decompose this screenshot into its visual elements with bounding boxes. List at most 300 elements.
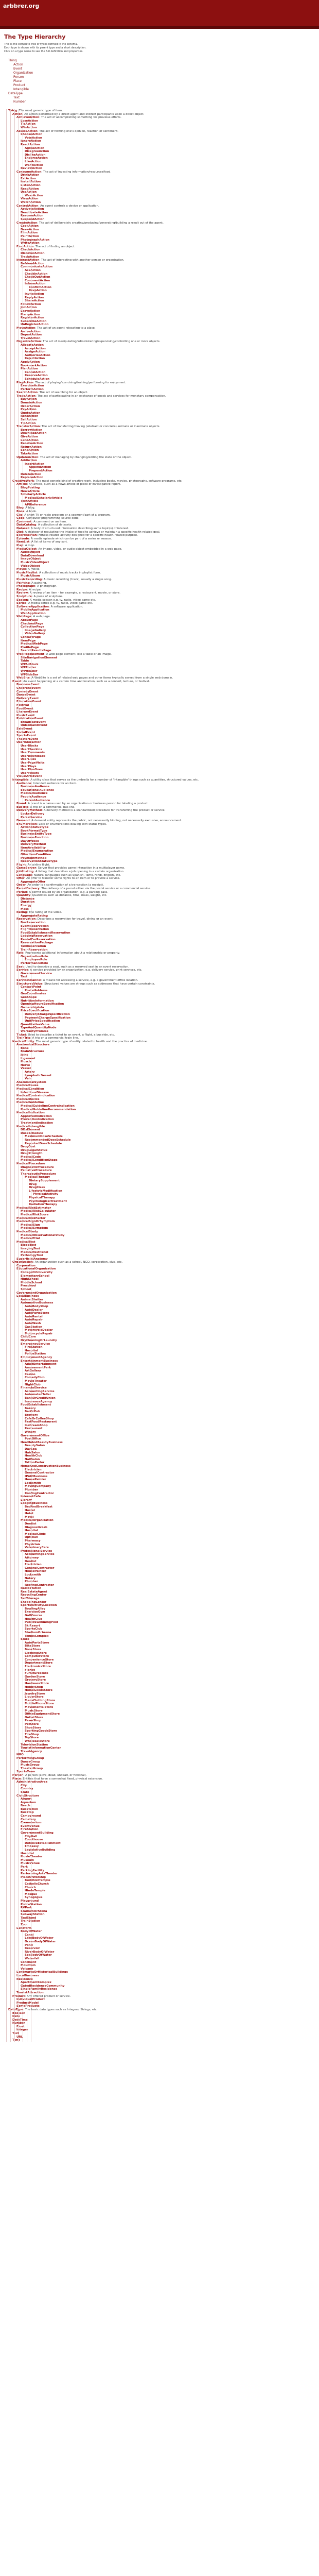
- type-link[interactable]: PhysicalActivity: [33, 1193, 59, 1196]
- type-link[interactable]: Intangible: [12, 778, 29, 782]
- type-link[interactable]: Photograph: [16, 585, 36, 588]
- type-link[interactable]: PoliceStation: [21, 1903, 42, 1906]
- type-link[interactable]: PrependAction: [29, 469, 52, 472]
- type-link[interactable]: AggregateOffer: [21, 880, 46, 884]
- type-link[interactable]: Quantity: [16, 894, 30, 897]
- type-link[interactable]: UserPlays: [21, 765, 37, 768]
- type-link[interactable]: ImageGallery: [25, 629, 46, 632]
- toc-link[interactable]: Place: [13, 79, 22, 83]
- type-link[interactable]: Date: [12, 2015, 20, 2019]
- type-link[interactable]: Festival: [16, 703, 29, 707]
- type-link[interactable]: ExerciseGym: [25, 1611, 45, 1614]
- type-link[interactable]: DefenceEstablishment: [25, 1841, 61, 1845]
- type-link[interactable]: Courthouse: [25, 1838, 43, 1842]
- type-link[interactable]: Sculpture: [16, 595, 32, 598]
- type-link[interactable]: APIReference: [25, 503, 46, 506]
- type-link[interactable]: Duration: [21, 901, 35, 904]
- type-link[interactable]: PriceSpecification: [21, 1009, 49, 1013]
- type-link[interactable]: HousePainter: [25, 1570, 46, 1573]
- type-link[interactable]: BeautySalon: [25, 1444, 45, 1448]
- type-link[interactable]: Joint: [21, 1054, 28, 1057]
- type-link[interactable]: MusicVideoObject: [21, 561, 49, 564]
- type-link[interactable]: ElementarySchool: [21, 1274, 49, 1278]
- type-link[interactable]: TaxiStand: [21, 1916, 37, 1920]
- type-link[interactable]: SportsActivityLocation: [21, 1604, 57, 1607]
- type-link[interactable]: SportingGoodsStore: [25, 1730, 57, 1733]
- type-link[interactable]: ImagingTest: [21, 1247, 40, 1250]
- type-link[interactable]: UserComments: [21, 751, 45, 755]
- type-link[interactable]: Episode: [16, 537, 29, 540]
- type-link[interactable]: Integer: [16, 2028, 28, 2032]
- type-link[interactable]: SellAction: [21, 418, 37, 422]
- type-link[interactable]: CatholicChurch: [25, 1882, 49, 1886]
- type-link[interactable]: ReactAction: [21, 143, 40, 146]
- type-link[interactable]: AssignAction: [25, 350, 46, 354]
- type-link[interactable]: ReservationPackage: [21, 941, 54, 945]
- type-link[interactable]: SearchAction: [16, 391, 38, 395]
- type-link[interactable]: GovernmentOrganization: [16, 1291, 57, 1295]
- type-link[interactable]: FlightReservation: [21, 928, 49, 931]
- type-link[interactable]: WantAction: [25, 163, 43, 167]
- type-link[interactable]: ArtGallery: [25, 1369, 41, 1373]
- type-link[interactable]: ActivateAction: [21, 208, 44, 211]
- type-link[interactable]: DiscoverAction: [21, 251, 45, 255]
- type-link[interactable]: School: [21, 1288, 31, 1292]
- type-link[interactable]: PlaceOfWorship: [21, 1875, 46, 1879]
- type-link[interactable]: LodgingBusiness: [21, 1502, 48, 1505]
- type-link[interactable]: IgnoreAction: [21, 140, 41, 143]
- type-link[interactable]: WatchAction: [21, 201, 41, 205]
- type-link[interactable]: SocialEvent: [16, 731, 36, 734]
- type-link[interactable]: EmploymentAgency: [21, 1355, 52, 1359]
- type-link[interactable]: SubscribeAction: [21, 319, 47, 323]
- type-link[interactable]: TennisComplex: [25, 1634, 49, 1638]
- type-link[interactable]: Offer: [16, 877, 25, 880]
- type-link[interactable]: SportsTeam: [16, 1770, 36, 1774]
- type-link[interactable]: InstallAction: [21, 180, 41, 184]
- type-link[interactable]: DiagnosticProcedure: [21, 1165, 54, 1169]
- type-link[interactable]: BlogPosting: [21, 486, 40, 489]
- type-link[interactable]: GeoCoordinates: [21, 992, 46, 996]
- type-link[interactable]: AllocateAction: [21, 343, 44, 347]
- type-link[interactable]: GovernmentOffice: [21, 1434, 50, 1437]
- toc-link[interactable]: Event: [13, 67, 23, 71]
- type-link[interactable]: DrugCost: [21, 1145, 36, 1149]
- type-link[interactable]: PerformAction: [21, 387, 44, 391]
- type-link[interactable]: GovernmentService: [21, 972, 52, 975]
- type-link[interactable]: Landform: [16, 1926, 32, 1930]
- type-link[interactable]: MedicalWebPage: [21, 642, 48, 646]
- type-link[interactable]: Dentist: [25, 1560, 37, 1563]
- type-link[interactable]: AutoWash: [25, 1321, 41, 1325]
- type-link[interactable]: ShareAction: [25, 299, 44, 303]
- type-link[interactable]: ShoppingCenter: [21, 1600, 47, 1604]
- type-link[interactable]: CafeOrCoffeeShop: [25, 1417, 54, 1420]
- type-link[interactable]: ProfessionalService: [21, 1549, 52, 1553]
- toc-link[interactable]: Thing: [8, 59, 17, 62]
- type-link[interactable]: SuperficialAnatomy: [16, 1257, 48, 1261]
- type-link[interactable]: Action: [12, 112, 23, 116]
- type-link[interactable]: Waterfall: [25, 1957, 40, 1960]
- type-link[interactable]: HomeGoodsStore: [25, 1689, 52, 1692]
- type-link[interactable]: BusinessFunction: [21, 836, 49, 840]
- type-link[interactable]: ItemList: [16, 540, 30, 544]
- type-link[interactable]: MusicVenue: [21, 1862, 40, 1866]
- type-link[interactable]: AccountingService: [25, 1389, 55, 1393]
- type-link[interactable]: RentalCarReservation: [21, 938, 56, 941]
- type-link[interactable]: HomeAndConstructionBusiness: [21, 1464, 71, 1468]
- type-link[interactable]: MedicalOrganization: [21, 1519, 54, 1522]
- type-link[interactable]: ReviewAction: [21, 167, 42, 171]
- type-link[interactable]: AppendAction: [29, 466, 51, 469]
- type-link[interactable]: Zoo: [21, 1923, 27, 1927]
- type-link[interactable]: MedicalIntangible: [16, 1125, 45, 1128]
- type-link[interactable]: UnRegisterAction: [21, 323, 49, 327]
- type-link[interactable]: GolfCourse: [25, 1614, 43, 1618]
- type-link[interactable]: PerformingGroup: [16, 1756, 44, 1760]
- type-link[interactable]: ChildCare: [21, 1335, 36, 1339]
- type-link[interactable]: TakeAction: [21, 452, 38, 455]
- type-link[interactable]: Continent: [21, 1960, 37, 1964]
- type-link[interactable]: Clip: [16, 513, 23, 517]
- type-link[interactable]: VisualArtsEvent: [16, 775, 42, 778]
- type-link[interactable]: Thing: [8, 109, 17, 112]
- type-link[interactable]: PerformanceRole: [21, 962, 48, 965]
- type-link[interactable]: Playground: [21, 1899, 39, 1903]
- toc-link[interactable]: Intangible: [13, 88, 29, 91]
- type-link[interactable]: LandmarksOrHistoricalBuildings: [16, 1971, 68, 1974]
- type-link[interactable]: WarrantyPromise: [21, 1029, 48, 1033]
- type-link[interactable]: Church: [25, 1886, 36, 1889]
- type-link[interactable]: Beach: [21, 1804, 30, 1808]
- type-link[interactable]: Nerve: [21, 1063, 30, 1067]
- type-link[interactable]: DrawAction: [21, 228, 39, 231]
- type-link[interactable]: Table: [21, 659, 29, 663]
- type-link[interactable]: PreventionIndication: [21, 1118, 54, 1122]
- type-link[interactable]: MarryAction: [21, 313, 40, 316]
- type-link[interactable]: PsychologicalTreatment: [29, 1199, 67, 1203]
- type-link[interactable]: ItemAvailability: [21, 846, 46, 850]
- type-link[interactable]: WebPageElement: [16, 653, 45, 656]
- type-link[interactable]: EventVenue: [21, 1824, 40, 1828]
- type-link[interactable]: ConfirmAction: [29, 285, 51, 289]
- type-link[interactable]: RsvpAction: [29, 289, 47, 293]
- type-link[interactable]: AutoDealer: [25, 1308, 43, 1312]
- type-link[interactable]: DayOfWeek: [21, 839, 39, 843]
- type-link[interactable]: Store: [21, 1638, 29, 1641]
- type-link[interactable]: RVPark: [21, 1906, 32, 1910]
- type-link[interactable]: AutoRepair: [25, 1318, 43, 1322]
- type-link[interactable]: TransferAction: [16, 425, 40, 429]
- type-link[interactable]: JobPosting: [16, 870, 34, 873]
- type-link[interactable]: Mass: [21, 907, 29, 911]
- type-link[interactable]: ComedyEvent: [16, 690, 39, 693]
- type-link[interactable]: Product: [12, 1994, 25, 1998]
- type-link[interactable]: SeaBodyOfWater: [25, 1954, 52, 1957]
- type-link[interactable]: EndorseAction: [25, 157, 48, 160]
- type-link[interactable]: AuthorizeAction: [25, 353, 50, 357]
- type-link[interactable]: CommentAction: [25, 279, 50, 282]
- type-link[interactable]: Text: [12, 2032, 19, 2036]
- type-link[interactable]: InsertAction: [25, 462, 45, 466]
- type-link[interactable]: Synagogue: [25, 1896, 43, 1900]
- toc-link[interactable]: Action: [13, 63, 23, 66]
- type-link[interactable]: Role: [16, 952, 24, 955]
- type-link[interactable]: Brand: [16, 802, 26, 806]
- type-link[interactable]: CivicStructure: [16, 1794, 40, 1798]
- type-link[interactable]: Painting: [16, 581, 30, 585]
- type-link[interactable]: AutoPartsStore: [25, 1641, 49, 1645]
- type-link[interactable]: Bone: [21, 1046, 29, 1050]
- type-link[interactable]: BrainStructure: [21, 1050, 44, 1054]
- type-link[interactable]: TouristInformationCenter: [21, 1747, 61, 1750]
- type-link[interactable]: EducationalAudience: [21, 788, 55, 792]
- type-link[interactable]: StadiumOrArena: [21, 1909, 47, 1913]
- type-link[interactable]: WPHeader: [21, 669, 38, 673]
- type-link[interactable]: WearAction: [25, 194, 43, 197]
- type-link[interactable]: Notary: [25, 1577, 36, 1580]
- type-link[interactable]: PaintAction: [21, 234, 39, 238]
- type-link[interactable]: BuddhistTemple: [25, 1879, 50, 1883]
- type-link[interactable]: Organization: [12, 1261, 33, 1264]
- type-link[interactable]: LegislativeBuilding: [25, 1849, 56, 1852]
- type-link[interactable]: RecommendedDoseSchedule: [25, 1138, 71, 1142]
- type-link[interactable]: PeopleAudience: [21, 795, 46, 799]
- type-link[interactable]: BookFormatType: [21, 829, 47, 833]
- type-link[interactable]: State: [21, 1790, 29, 1794]
- type-link[interactable]: Artery: [25, 1071, 35, 1074]
- type-link[interactable]: BusinessEntityType: [21, 833, 52, 836]
- type-link[interactable]: PaymentMethod: [21, 856, 47, 860]
- toc-link[interactable]: Number: [13, 100, 26, 104]
- type-link[interactable]: BikeStore: [25, 1645, 41, 1648]
- type-link[interactable]: Plumber: [25, 1580, 38, 1584]
- type-link[interactable]: ItemPage: [21, 639, 36, 642]
- type-link[interactable]: Ligament: [21, 1057, 36, 1060]
- type-link[interactable]: Motel: [25, 1515, 34, 1519]
- type-link[interactable]: ComputerStore: [25, 1655, 49, 1658]
- type-link[interactable]: DownloadAction: [21, 432, 47, 435]
- type-link[interactable]: ScheduleAction: [25, 377, 50, 381]
- type-link[interactable]: MiddleSchool: [21, 1281, 42, 1284]
- type-link[interactable]: CheckAction: [21, 248, 41, 252]
- type-link[interactable]: Museum: [21, 1858, 34, 1862]
- type-link[interactable]: Hospital: [21, 1852, 34, 1855]
- type-link[interactable]: ServiceChannel: [16, 979, 41, 982]
- type-link[interactable]: BookStore: [25, 1648, 42, 1651]
- type-link[interactable]: PoliceStation: [25, 1352, 46, 1356]
- type-link[interactable]: Park: [21, 1865, 28, 1869]
- type-link[interactable]: TypeAndQuantityNode: [21, 1026, 57, 1030]
- type-link[interactable]: Comment: [16, 520, 32, 523]
- type-link[interactable]: MedicalSymptom: [21, 1227, 48, 1230]
- type-link[interactable]: AutomatedTeller: [25, 1393, 51, 1397]
- type-link[interactable]: ParkingFacility: [21, 1869, 44, 1872]
- type-link[interactable]: Series: [16, 602, 27, 605]
- type-link[interactable]: Seat: [16, 965, 24, 969]
- type-link[interactable]: LockerDelivery: [21, 812, 45, 816]
- type-link[interactable]: MedicalRiskScore: [21, 1213, 49, 1216]
- type-link[interactable]: WebPage: [16, 615, 31, 619]
- type-link[interactable]: FoodEstablishment: [21, 1403, 51, 1407]
- type-link[interactable]: DaySpa: [25, 1447, 37, 1451]
- type-link[interactable]: RoofingContractor: [25, 1492, 54, 1495]
- type-link[interactable]: Order: [16, 884, 26, 887]
- type-link[interactable]: MoveAction: [16, 327, 36, 330]
- type-link[interactable]: BorrowAction: [21, 428, 42, 432]
- type-link[interactable]: Permit: [16, 890, 27, 894]
- type-link[interactable]: PayAction: [21, 408, 37, 412]
- type-link[interactable]: WebSite: [16, 676, 30, 680]
- type-link[interactable]: FireStation: [21, 1828, 39, 1832]
- type-link[interactable]: Preschool: [21, 1284, 37, 1288]
- type-link[interactable]: DepartmentStore: [25, 1662, 53, 1665]
- type-link[interactable]: DeliveryChargeSpecification: [25, 1012, 70, 1016]
- type-link[interactable]: ClothingStore: [25, 1651, 47, 1655]
- type-link[interactable]: OrganizeAction: [16, 340, 41, 344]
- type-link[interactable]: ExercisePlan: [16, 534, 37, 537]
- type-link[interactable]: GroceryStore: [25, 1679, 46, 1682]
- type-link[interactable]: Demand: [16, 819, 30, 823]
- type-link[interactable]: AnimalShelter: [21, 1298, 43, 1301]
- type-link[interactable]: ChildrensEvent: [16, 686, 41, 690]
- type-link[interactable]: HousePainter: [25, 1478, 46, 1482]
- type-link[interactable]: AutoPartsStore: [25, 1312, 49, 1315]
- type-link[interactable]: Blog: [16, 506, 24, 510]
- type-link[interactable]: NewsArticle: [21, 489, 40, 493]
- type-link[interactable]: Person: [12, 1773, 24, 1777]
- type-link[interactable]: TouristAttraction: [16, 1991, 44, 1994]
- type-link[interactable]: ApplyAction: [21, 360, 40, 364]
- type-link[interactable]: SomeProducts: [16, 2005, 40, 2008]
- type-link[interactable]: TherapeuticProcedure: [21, 1172, 56, 1176]
- type-link[interactable]: PlayAction: [16, 381, 33, 384]
- type-link[interactable]: QuoteAction: [21, 411, 41, 415]
- type-link[interactable]: AskAction: [25, 268, 41, 272]
- type-link[interactable]: WinAction: [21, 126, 37, 129]
- type-link[interactable]: OrderAction: [21, 404, 40, 408]
- type-link[interactable]: BusStation: [21, 1807, 38, 1811]
- type-link[interactable]: BodyOfWater: [21, 1930, 42, 1934]
- type-link[interactable]: StadiumOrArena: [25, 1631, 51, 1634]
- type-link[interactable]: CookAction: [21, 225, 39, 228]
- type-link[interactable]: HardwareStore: [25, 1682, 49, 1685]
- type-link[interactable]: Season: [16, 598, 28, 602]
- type-link[interactable]: GiveAction: [21, 435, 38, 438]
- type-link[interactable]: MedicalGuidelineRecommendation: [21, 1108, 76, 1111]
- type-link[interactable]: DrinkAction: [21, 174, 40, 177]
- type-link[interactable]: InsuranceAgency: [25, 1400, 52, 1403]
- type-link[interactable]: MotorcycleRepair: [25, 1332, 53, 1335]
- type-link[interactable]: RadiationTherapy: [29, 1203, 58, 1207]
- type-link[interactable]: FoodEstablishmentReservation: [21, 931, 70, 935]
- type-link[interactable]: URL: [16, 2035, 23, 2039]
- type-link[interactable]: Ticket: [16, 1033, 26, 1037]
- type-link[interactable]: ListenAction: [21, 184, 41, 188]
- type-link[interactable]: DeactivateAction: [21, 211, 48, 214]
- type-link[interactable]: Electrician: [25, 1563, 42, 1567]
- type-link[interactable]: MensClothingStore: [25, 1699, 56, 1702]
- type-link[interactable]: TradeAction: [16, 394, 36, 398]
- type-link[interactable]: Mosque: [25, 1892, 38, 1896]
- type-link[interactable]: DoseSchedule: [21, 1131, 43, 1135]
- type-link[interactable]: BookmarkAction: [21, 364, 47, 367]
- type-link[interactable]: VeterinaryCare: [25, 1546, 49, 1550]
- type-link[interactable]: Review: [16, 591, 28, 595]
- type-link[interactable]: RadioStation: [21, 1587, 42, 1590]
- type-link[interactable]: EducationEvent: [16, 700, 42, 704]
- type-link[interactable]: ApartmentComplex: [21, 1981, 51, 1985]
- type-link[interactable]: VideoObject: [21, 564, 40, 568]
- type-link[interactable]: MedicalTestPanel: [21, 1250, 48, 1254]
- type-link[interactable]: Reservation: [16, 918, 36, 921]
- type-link[interactable]: Movie: [16, 568, 26, 571]
- type-link[interactable]: AccountingService: [25, 1553, 55, 1556]
- type-link[interactable]: MovieTheater: [21, 1855, 43, 1859]
- type-link[interactable]: OrganizationRole: [21, 955, 48, 958]
- type-link[interactable]: HealthClub: [25, 1454, 43, 1458]
- type-link[interactable]: MedicalGuidelineContraindication: [21, 1104, 75, 1108]
- type-link[interactable]: FurnitureStore: [25, 1672, 48, 1675]
- type-link[interactable]: Time: [12, 2039, 21, 2042]
- type-link[interactable]: MobileApplication: [21, 608, 49, 612]
- type-link[interactable]: Pharmacy: [25, 1539, 41, 1543]
- type-link[interactable]: BusinessAudience: [21, 785, 50, 789]
- type-link[interactable]: DislikeAction: [25, 153, 46, 157]
- type-link[interactable]: GatedResidenceCommunity: [21, 1984, 65, 1988]
- type-link[interactable]: CollegeOrUniversity: [21, 1271, 53, 1275]
- type-link[interactable]: HighSchool: [21, 1278, 39, 1281]
- type-link[interactable]: AutoBodyShop: [25, 1305, 48, 1308]
- type-link[interactable]: TravelAction: [21, 336, 41, 340]
- type-link[interactable]: DateTime: [12, 2018, 28, 2022]
- type-link[interactable]: ScholarlyArticle: [21, 493, 46, 497]
- type-link[interactable]: FollowAction: [21, 302, 41, 306]
- type-link[interactable]: AdultEntertainment: [25, 1363, 57, 1366]
- type-link[interactable]: EntertainmentBusiness: [21, 1359, 58, 1363]
- type-link[interactable]: Book: [16, 510, 25, 514]
- type-link[interactable]: DeliveryEvent: [16, 697, 39, 700]
- type-link[interactable]: RecyclingCenter: [21, 1594, 47, 1597]
- type-link[interactable]: LocalBusiness: [16, 1974, 39, 1977]
- type-link[interactable]: Code: [16, 517, 25, 520]
- type-link[interactable]: DietarySupplement: [29, 1179, 60, 1183]
- type-link[interactable]: Corporation: [16, 1264, 36, 1267]
- type-link[interactable]: ControlAction: [16, 204, 39, 208]
- type-link[interactable]: GeoShape: [21, 995, 37, 999]
- toc-link[interactable]: DataType: [8, 92, 23, 95]
- type-link[interactable]: AboutPage: [21, 619, 38, 622]
- type-link[interactable]: BusStop: [21, 1811, 34, 1815]
- type-link[interactable]: IndividualProduct: [16, 1998, 45, 2002]
- type-link[interactable]: TelevisionStation: [21, 1743, 48, 1747]
- type-link[interactable]: PhysicalTherapy: [29, 1196, 55, 1199]
- type-link[interactable]: ElectronicsStore: [25, 1665, 51, 1668]
- type-link[interactable]: EmergencyService: [21, 1342, 50, 1346]
- type-link[interactable]: SendAction: [21, 449, 39, 452]
- type-link[interactable]: RegisterAction: [21, 316, 44, 320]
- type-link[interactable]: PalliativeProcedure: [21, 1169, 52, 1173]
- type-link[interactable]: MedicalRiskEstimator: [16, 1206, 51, 1210]
- type-link[interactable]: NightClub: [25, 1383, 41, 1386]
- type-link[interactable]: DrugLegalStatus: [21, 1148, 48, 1152]
- type-link[interactable]: GardenStore: [25, 1675, 45, 1679]
- type-link[interactable]: Locksmith: [25, 1481, 41, 1485]
- type-link[interactable]: LymphaticVessel: [25, 1074, 51, 1077]
- type-link[interactable]: IceCreamShop: [25, 1423, 48, 1427]
- type-link[interactable]: LeaveAction: [21, 310, 40, 313]
- type-link[interactable]: SportsClub: [25, 1628, 43, 1631]
